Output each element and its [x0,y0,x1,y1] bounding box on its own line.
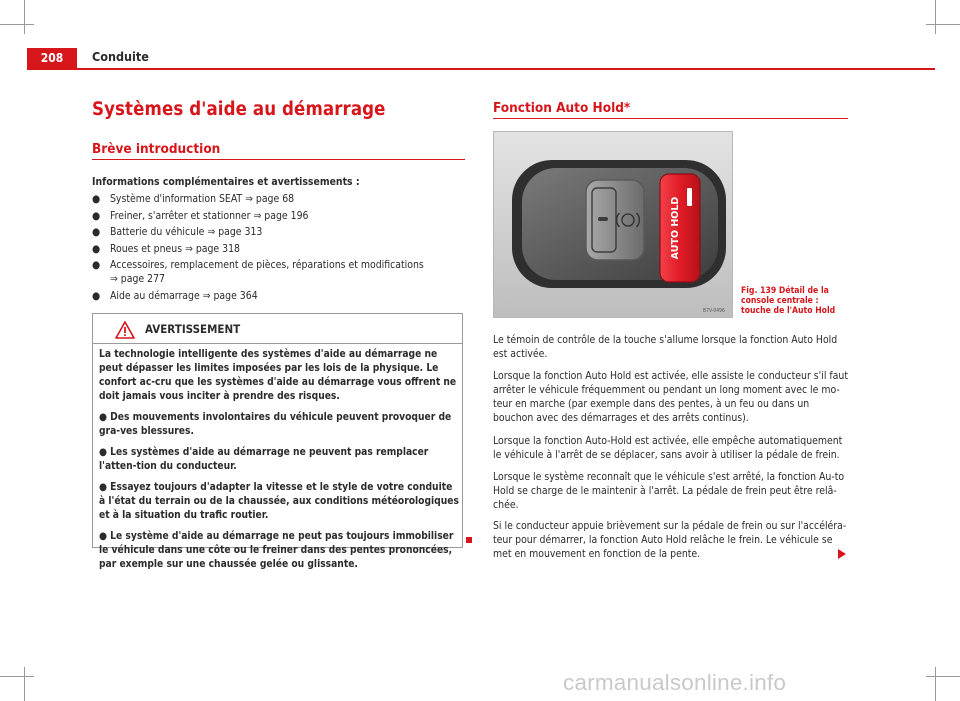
auto-hold-button-label: AUTO HOLD [670,196,681,260]
watermark: carmanualsonline.info [563,670,787,695]
bullet-icon: ● [92,289,101,302]
warning-body [99,348,459,579]
auto-hold-figure [493,131,733,318]
list-item [92,258,462,286]
section-title: Conduite [92,49,149,64]
crop-mark [926,24,960,25]
continue-arrow-icon [838,549,846,559]
figure-code: B7V-0496 [703,308,725,314]
list-item [92,242,462,256]
subsection-rule [493,118,848,119]
body-paragraph: Si le conducteur appuie brièvement sur la pédale de frein ou sur l'accéléra-teur pour démarrer, la fonction Auto Hold relâche le frein. Le véhicule se met en mouvement en fonction de la pente. [493,520,847,560]
warning-paragraph: ● Essayez toujours d'adapter la vitesse et le style de votre conduite à l'état du terrain ou de la chaussée, aux conditions météorologiques et à la situation du trafic routier. [99,482,459,521]
body-paragraph: Lorsque le système reconnaît que le véhicule s'est arrêté, la fonction Au-to Hold se charge de le maintenir à l'arrêt. La pédale de frein peut être relâ-chée. [493,471,845,511]
crop-mark [935,0,936,34]
subsection-title-auto-hold: Fonction Auto Hold* [493,100,631,116]
reference-link[interactable]: Roues et pneus ⇒ page 318 [110,242,240,255]
reference-list [92,192,462,306]
header-rule [27,68,935,70]
bullet-icon: ● [92,242,101,255]
bullet-icon: ● [92,193,101,205]
reference-link[interactable]: Aide au démarrage ⇒ page 364 [110,289,258,302]
crop-mark [0,24,34,25]
console-illustration [494,132,733,318]
figure-caption: Fig. 139 Détail de la console centrale : touche de l'Auto Hold [741,286,836,316]
warning-paragraph: La technologie intelligente des systèmes d'aide au démarrage ne peut dépasser les limites imposées par les lois de la physique. Le confort ac-cru que les systèmes d'aide au démarrage vous offrent ne doit jamais vous inciter à prendre des risques. [99,349,457,402]
warning-paragraph: ● Le système d'aide au démarrage ne peut pas toujours immobiliser le véhicule dans une côte ou le freiner dans des pentes prononcées, par exemple sur une chaussée gelée ou glissante. [99,531,454,570]
list-item [92,289,462,303]
list-item [92,225,462,239]
bullet-icon: ● [92,209,101,222]
warning-title: AVERTISSEMENT [145,322,241,336]
body-paragraph: Lorsque la fonction Auto Hold est activée, elle assiste le conducteur s'il faut arrêter le véhicule fréquemment ou pendant un long moment avec le mo-teur en marche (par exemple dans des pentes, à un feu ou dans un bouchon avec des démarrages et des arrêts continus). [493,370,849,424]
list-item [92,192,462,206]
warning-paragraph: ● Les systèmes d'aide au démarrage ne peuvent pas remplacer l'atten-tion du conducteur. [99,447,429,472]
reference-link[interactable]: Batterie du véhicule ⇒ page 313 [110,226,263,239]
intro-lead: Informations complémentaires et avertissements : [92,176,360,188]
bullet-icon: ● [92,259,101,272]
warning-triangle-icon [115,321,135,339]
reference-link[interactable]: Freiner, s'arrêter et stationner ⇒ page 196 [110,209,309,222]
chapter-title: Systèmes d'aide au démarrage [92,99,386,120]
warning-box [92,313,463,570]
crop-mark [0,676,34,677]
subsection-title: Brève introduction [92,141,221,157]
crop-mark [24,0,25,34]
crop-mark [935,667,936,701]
reference-link[interactable]: Système d'information SEAT ⇒ page 68 [110,193,295,205]
subsection-rule [92,159,465,160]
page-number: 208 [40,51,64,65]
bullet-icon: ● [92,226,101,239]
list-item [92,209,462,223]
reference-link[interactable]: Accessoires, remplacement de pièces, réparations et modifications ⇒ page 277 [110,259,424,286]
crop-mark [926,676,960,677]
warning-header [93,314,462,344]
warning-paragraph: ● Des mouvements involontaires du véhicule peuvent provoquer de gra-ves blessures. [99,412,452,437]
section-end-marker [466,537,472,543]
body-paragraph: Lorsque la fonction Auto-Hold est activée, elle empêche automatiquement le véhicule à l'arrêt de se déplacer, sans avoir à utiliser la pédale de frein. [493,435,843,461]
body-paragraph: Le témoin de contrôle de la touche s'allume lorsque la fonction Auto Hold est activée. [493,334,838,360]
crop-mark [24,667,25,701]
